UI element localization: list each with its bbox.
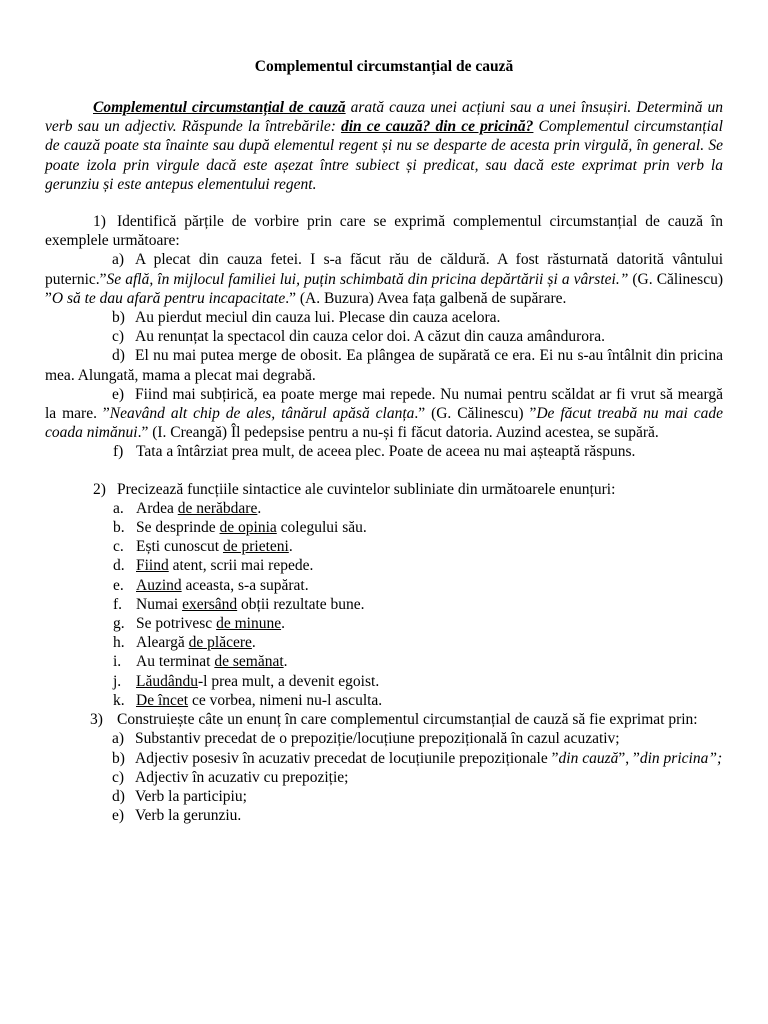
list-item-text: colegului său. [276,519,367,537]
question-2-number: 2) [93,480,106,498]
q1-item-e-label: e) [112,385,125,403]
list-item-text: Au terminat [136,653,215,671]
q3-item-c-text: Adjectiv în acuzativ cu prepoziție; [135,768,349,786]
list-item-text: Ardea [136,499,178,517]
underlined-word: de plăcere [188,634,252,652]
q1-item-d-text: El nu mai putea merge de obosit. Ea plângea de supărată ce era. Ei nu s-au întâlnit din pricina mea. Alungată, mama a plecat mai degrabă. [45,347,723,384]
list-item-label: f. [113,595,123,613]
question-2 [45,480,723,499]
q3-item-c [45,768,723,787]
q1-item-a-text-1: A plecat din cauza fetei. I s-a făcut rău de căldură. A fost răsturnată datorită vântului puternic.” [45,251,723,288]
q3-item-d [45,787,723,806]
list-item-label: e. [113,576,124,594]
q3-item-d-label: d) [112,787,125,805]
list-item [45,518,723,537]
list-item-text: . [281,615,285,633]
list-item [45,614,723,633]
q3-item-a-text: Substantiv precedat de o prepoziție/locuțiune prepozițională în cazul acuzativ; [135,730,620,748]
underlined-word: Lăudându [136,672,198,690]
q3-item-b-text-2: ”, ” [618,749,640,767]
question-2-text: Precizează funcțiile sintactice ale cuvintelor subliniate din următoarele enunțuri: [117,480,616,498]
list-item-label: i. [113,653,122,671]
list-item [45,576,723,595]
q1-item-a-quote-2: O să te dau afară pentru incapacitate [51,289,286,307]
underlined-word: exersând [182,595,238,613]
q1-item-c-text: Au renunțat la spectacol din cauza celor doi. A căzut din cauza amândurora. [135,328,605,346]
list-item-text: . [288,538,293,556]
list-item-text: Ești cunoscut [136,538,223,556]
q3-item-a-label: a) [112,730,125,748]
q3-item-b-quote-2: din pricina”; [639,749,723,767]
q1-item-c [45,327,723,346]
q1-item-e-quote-1: Neavând alt chip de ales, tânărul apăsă clanța [109,405,415,423]
q1-item-d [45,346,723,384]
q1-item-e [45,385,723,443]
underlined-word: de prieteni [222,538,289,556]
q1-item-e-text-3: .” (I. Creangă) Îl pedepsise pentru a nu-și fi făcut datoria. Auzind acestea, se supără. [137,424,659,442]
q1-item-d-label: d) [112,347,125,365]
question-1-number: 1) [93,213,106,231]
q3-item-e [45,806,723,825]
q3-item-e-text: Verb la gerunziu. [135,807,242,825]
q1-item-c-label: c) [112,328,125,346]
question-3-text: Construiește câte un enunț în care complementul circumstanțial de cauză să fie exprimat prin: [117,711,698,729]
q2-list [45,499,723,710]
q3-item-b [45,749,723,768]
q1-item-a-label: a) [112,251,125,269]
q1-item-b [45,308,723,327]
q1-item-f-text: Tata a întârziat prea mult, de aceea plec. Poate de aceea nu mai așteaptă răspuns. [136,443,636,461]
question-1 [45,212,723,250]
list-item-label: d. [113,557,125,575]
q3-item-d-text: Verb la participiu; [135,787,247,805]
list-item-text: . [251,634,256,652]
list-item-text: Se desprinde [136,519,220,537]
intro-paragraph [45,98,723,194]
list-item-label: c. [113,538,124,556]
list-item-text: Numai [136,595,183,613]
q3-item-b-label: b) [112,749,125,767]
q1-item-a-quote-1: Se află, în mijlocul familiei lui, puțin schimbată din pricina depărtării și a vârstei.” [106,270,629,288]
intro-term: Complementul circumstanțial de cauză [93,99,346,116]
list-item-label: h. [113,634,125,652]
q1-item-b-label: b) [112,309,125,327]
spacer [45,194,723,212]
q1-item-e-text-2: .” (G. Călinescu) ” [414,405,537,423]
list-item [45,691,723,710]
list-item [45,499,723,518]
list-item [45,633,723,652]
list-item-label: b. [113,519,125,537]
list-item-text: -l prea mult, a devenit egoist. [197,672,380,690]
list-item [45,595,723,614]
list-item [45,652,723,671]
q3-item-e-label: e) [112,807,125,825]
underlined-word: de nerăbdare [177,499,258,517]
question-1-text: Identifică părțile de vorbire prin care se exprimă complementul circumstanțial de cauză în exemplele următoare: [45,213,723,250]
list-item-label: a. [113,499,124,517]
intro-questions: din ce cauză? din ce pricină? [340,118,534,136]
question-3-number: 3) [90,711,103,729]
q3-item-a [45,729,723,748]
q1-item-e-quote-2: De făcut treabă nu mai cade coada nimănui [45,405,724,442]
q3-item-c-label: c) [112,768,125,786]
underlined-word: De încet [136,691,189,709]
list-item-text: . [283,653,288,671]
question-3 [45,710,723,729]
list-item-text: Se potrivesc [136,615,217,633]
list-item-label: g. [113,615,125,633]
list-item-label: j. [113,672,122,690]
q1-item-a-text-2: (G. Călinescu) ” [45,270,723,307]
underlined-word: de semănat [214,653,284,671]
q1-item-e-text-1: Fiind mai subțirică, ea poate merge mai repede. Nu numai pentru scăldat ar fi vrut să meargă la mare. ” [45,385,723,423]
list-item-text: atent, scrii mai repede. [168,557,314,575]
list-item-text: obții rezultate bune. [237,595,365,613]
list-item-text: . [257,499,262,517]
q1-item-b-text: Au pierdut meciul din cauza lui. Plecase din cauza acelora. [135,309,501,327]
underlined-word: Fiind [136,557,169,575]
list-item-text: ce vorbea, nimeni nu-l asculta. [188,691,383,709]
intro-text-2: Complementul circumstanțial de cauză poate sta înainte sau după elementul regent și nu se desparte de acesta prin virgulă, în general. Se poate izola prin virgule dacă este așezat între subiect și predicat, sau dacă este exprimat prin verb la gerunziu și este antepus elementului regent. [45,118,723,193]
list-item [45,556,723,575]
q1-item-f [45,442,723,461]
q3-item-b-quote-1: din cauză [558,749,619,767]
list-item-text: Aleargă [136,634,189,652]
underlined-word: de minune [216,615,282,633]
page-title: Complementul circumstanțial de cauză [254,58,514,75]
intro-text-1: arată cauza unei acțiuni sau a unei însușiri. Determină un verb sau un adjectiv. Răspunde la întrebările: [45,99,723,136]
underlined-word: de opinia [219,519,277,537]
list-item [45,537,723,556]
list-item-text: aceasta, s-a supărat. [181,576,309,594]
underlined-word: Auzind [136,576,182,594]
q1-item-f-label: f) [113,443,124,461]
q1-item-a-text-3: .” (A. Buzura) Avea fața galbenă de supărare. [285,289,567,307]
document-page [45,57,723,825]
list-item-label: k. [113,691,125,709]
q3-item-b-text-1: Adjectiv posesiv în acuzativ precedat de locuțiunile prepoziționale ” [135,749,559,767]
list-item [45,672,723,691]
q1-item-a [45,250,723,308]
spacer [45,462,723,480]
